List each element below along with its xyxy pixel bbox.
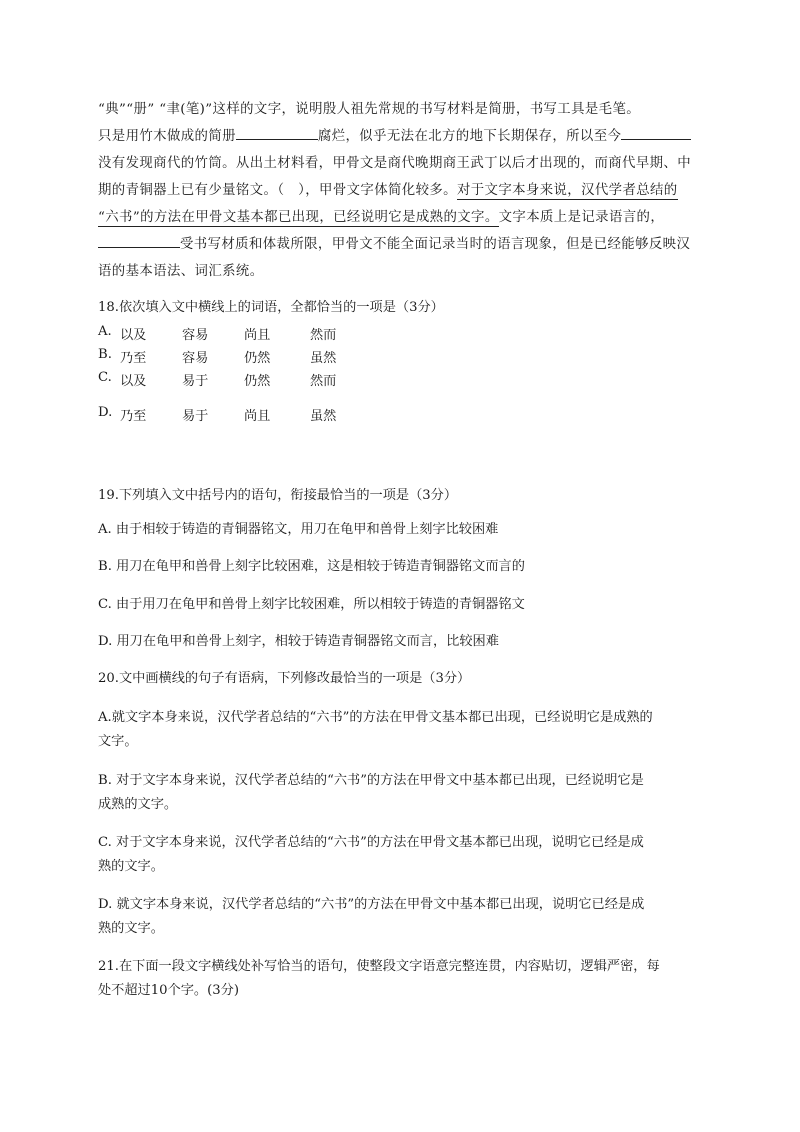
option-word: 仍然 xyxy=(244,351,271,366)
passage-text: 腐烂，似乎无法在北方的地下长期保存，所以至今 xyxy=(317,129,622,144)
option-word: 尚且 xyxy=(244,409,271,424)
passage-text: 期的青铜器上已有少量铭文。（ ），甲骨文字体简化较多。 xyxy=(98,183,457,198)
q20-option-a-line-2: 文字。 xyxy=(98,734,138,749)
q20-option-a-line-1: A.就文字本身来说，汉代学者总结的“六书”的方法在甲骨文基本都已出现，已经说明它是成熟的 xyxy=(98,710,653,725)
q20-option-b-line-1: B. 对于文字本身来说，汉代学者总结的“六书”的方法在甲骨文中基本都已出现，已经说明它是 xyxy=(98,773,644,788)
question-20-stem: 20.文中画横线的句子有语病，下列修改最恰当的一项是（3分） xyxy=(98,671,471,686)
passage-line-5 xyxy=(98,206,664,225)
option-word: 尚且 xyxy=(244,328,271,343)
passage-line-2 xyxy=(98,125,691,144)
question-21-stem-line-1: 21.在下面一段文字横线处补写恰当的语句，使整段文字语意完整连贯，内容贴切，逻辑严密，每 xyxy=(98,959,660,974)
option-word: 易于 xyxy=(182,374,209,389)
option-label: B. xyxy=(98,347,112,362)
q20-option-d-line-1: D. 就文字本身来说，汉代学者总结的“六书”的方法在甲骨文中基本都已出现，说明它已经是成 xyxy=(98,897,645,912)
answer-blank-2 xyxy=(621,125,691,140)
option-word: 易于 xyxy=(182,409,209,424)
question-18-stem: 18.依次填入文中横线上的词语，全都恰当的一项是（3分） xyxy=(98,300,444,315)
option-word: 虽然 xyxy=(310,351,337,366)
q19-option-c: C. 由于用刀在龟甲和兽骨上刻字比较困难，所以相较于铸造的青铜器铭文 xyxy=(98,597,525,612)
option-word: 虽然 xyxy=(310,409,337,424)
option-word: 乃至 xyxy=(120,409,147,424)
passage-line-4 xyxy=(98,179,678,198)
passage-line-7: 语的基本语法、词汇系统。 xyxy=(98,264,264,279)
passage-text: 只是用竹木做成的简册 xyxy=(98,129,236,144)
option-word: 容易 xyxy=(182,328,209,343)
underlined-sentence: “六书”的方法在甲骨文基本都已出现，已经说明它是成熟的文字。 xyxy=(98,210,499,225)
passage-text: 受书写材质和体裁所限，甲骨文不能全面记录当时的语言现象，但是已经能够反映汉 xyxy=(180,237,691,252)
option-word: 以及 xyxy=(120,328,147,343)
q19-option-d: D. 用刀在龟甲和兽骨上刻字，相较于铸造青铜器铭文而言，比较困难 xyxy=(98,634,499,649)
question-19-stem: 19.下列填入文中括号内的语句，衔接最恰当的一项是（3分） xyxy=(98,488,458,503)
option-word: 然而 xyxy=(310,374,337,389)
option-label: D. xyxy=(98,405,113,420)
option-word: 容易 xyxy=(182,351,209,366)
answer-blank-3 xyxy=(98,233,180,248)
q20-option-d-line-2: 熟的文字。 xyxy=(98,921,164,936)
q19-option-b: B. 用刀在龟甲和兽骨上刻字比较困难，这是相较于铸造青铜器铭文而言的 xyxy=(98,559,525,574)
q19-option-a: A. 由于相较于铸造的青铜器铭文，用刀在龟甲和兽骨上刻字比较困难 xyxy=(98,522,499,537)
passage-line-6 xyxy=(98,233,690,252)
option-label: A. xyxy=(98,324,112,339)
q20-option-c-line-2: 熟的文字。 xyxy=(98,859,164,874)
option-word: 以及 xyxy=(120,374,147,389)
option-label: C. xyxy=(98,370,112,385)
answer-blank-1 xyxy=(236,125,318,140)
option-word: 乃至 xyxy=(120,351,147,366)
passage-text: 文字本质上是记录语言的， xyxy=(498,210,665,225)
q20-option-c-line-1: C. 对于文字本身来说，汉代学者总结的“六书”的方法在甲骨文基本都已出现，说明它已经是成 xyxy=(98,835,644,850)
option-word: 仍然 xyxy=(244,374,271,389)
q20-option-b-line-2: 成熟的文字。 xyxy=(98,797,178,812)
underlined-sentence: 对于文字本身来说，汉代学者总结的 xyxy=(456,183,678,198)
passage-line-3: 没有发现商代的竹筒。从出土材料看，甲骨文是商代晚期商王武丁以后才出现的，而商代早期、中 xyxy=(98,156,691,171)
option-word: 然而 xyxy=(310,328,337,343)
passage-line-1: “典”“册” “聿(笔)”这样的文字，说明殷人祖先常规的书写材料是简册，书写工具是毛笔。 xyxy=(98,102,641,117)
question-21-stem-line-2: 处不超过10个字。(3分) xyxy=(98,983,239,998)
